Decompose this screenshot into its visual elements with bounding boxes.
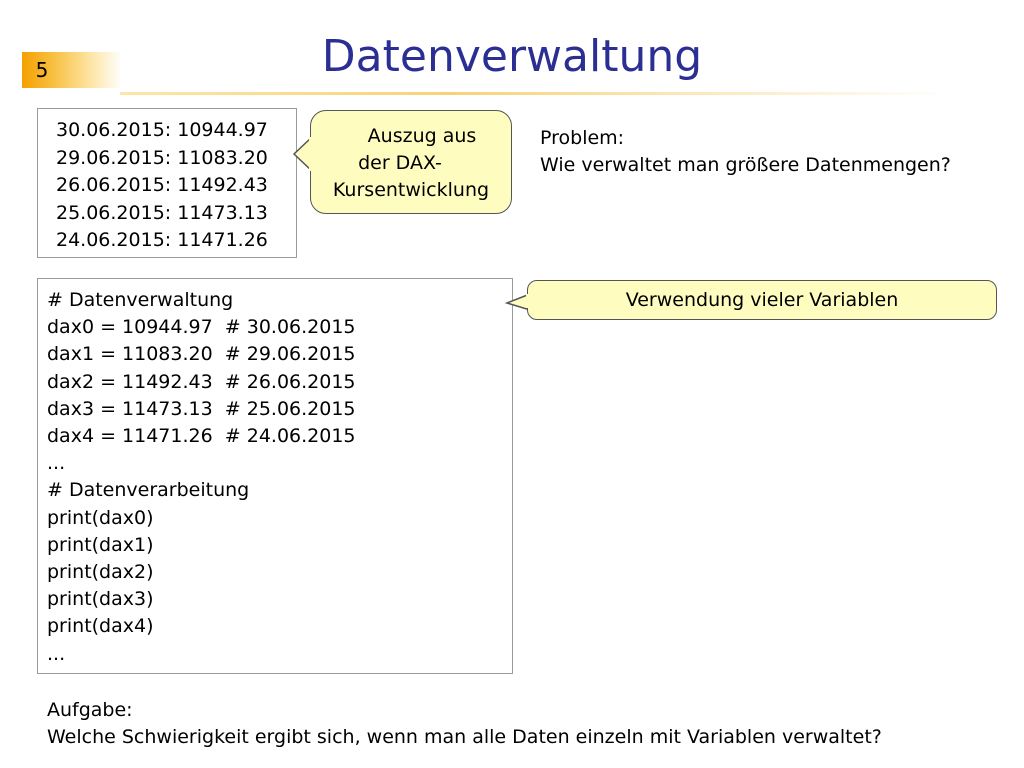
callout-variables: Verwendung vieler Variablen bbox=[527, 280, 997, 320]
callout-variables-pointer-cover bbox=[526, 294, 530, 308]
callout-excerpt-line: der DAX- bbox=[358, 152, 442, 174]
task-text-block bbox=[47, 697, 882, 751]
dax-excerpt-box bbox=[37, 108, 297, 258]
code-line: # Datenverwaltung bbox=[47, 289, 234, 311]
code-line: ... bbox=[47, 452, 66, 475]
code-listing bbox=[37, 278, 513, 674]
code-line: print(dax2) bbox=[47, 561, 154, 584]
code-line: dax4 = 11471.26 # 24.06.2015 bbox=[47, 425, 356, 448]
task-question: Welche Schwierigkeit ergibt sich, wenn man alle Daten einzeln mit Variablen verwaltet? bbox=[47, 726, 882, 748]
code-line: dax2 = 11492.43 # 26.06.2015 bbox=[47, 370, 356, 393]
problem-text-block bbox=[540, 125, 951, 179]
code-line: print(dax0) bbox=[47, 506, 154, 529]
code-line: ... bbox=[47, 642, 66, 665]
callout-excerpt-line: Auszug aus bbox=[367, 125, 477, 147]
callout-excerpt-pointer-cover bbox=[309, 137, 313, 171]
code-line: dax0 = 10944.97 # 30.06.2015 bbox=[47, 316, 356, 339]
task-label: Aufgabe: bbox=[47, 699, 133, 721]
problem-question: Wie verwaltet man größere Datenmengen? bbox=[540, 154, 951, 176]
callout-excerpt bbox=[310, 110, 512, 214]
dax-excerpt-line: 30.06.2015: 10944.97 bbox=[56, 119, 268, 141]
code-line: print(dax4) bbox=[47, 615, 154, 638]
problem-label: Problem: bbox=[540, 127, 625, 149]
dax-excerpt-line: 26.06.2015: 11492.43 bbox=[56, 174, 268, 196]
dax-excerpt-line: 29.06.2015: 11083.20 bbox=[56, 146, 268, 169]
code-line: dax1 = 11083.20 # 29.06.2015 bbox=[47, 343, 356, 366]
code-line: # Datenverarbeitung bbox=[47, 479, 250, 502]
slide-title: Datenverwaltung bbox=[321, 31, 703, 82]
callout-excerpt-line: Kursentwicklung bbox=[332, 179, 490, 201]
code-line: print(dax1) bbox=[47, 533, 154, 556]
title-divider bbox=[120, 92, 950, 95]
dax-excerpt-line: 25.06.2015: 11473.13 bbox=[56, 201, 268, 224]
code-line: print(dax3) bbox=[47, 588, 154, 611]
slide-number: 5 bbox=[35, 58, 49, 82]
dax-excerpt-line: 24.06.2015: 11471.26 bbox=[56, 229, 268, 251]
code-line: dax3 = 11473.13 # 25.06.2015 bbox=[47, 397, 356, 420]
